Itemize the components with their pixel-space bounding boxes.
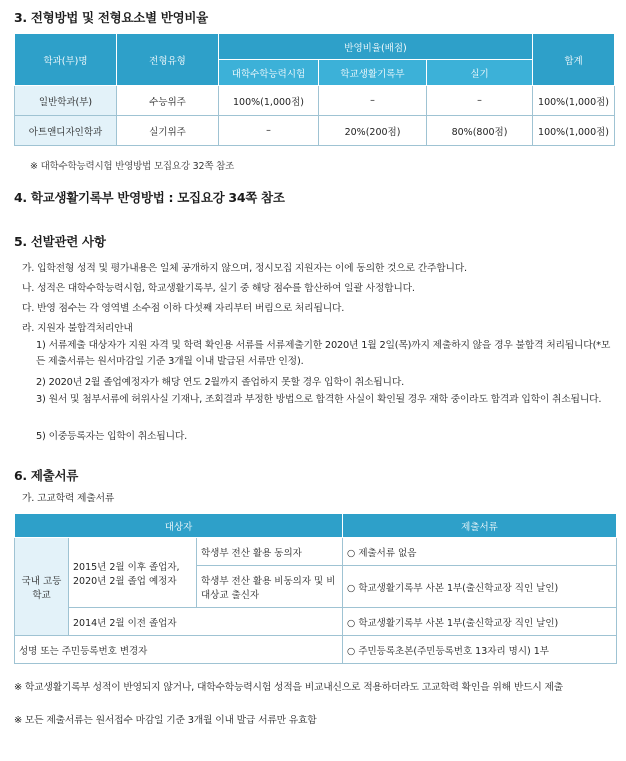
cell-sat: –	[219, 116, 319, 146]
rule-subitem: 2) 2020년 2월 졸업예정자가 해당 연도 2월까지 졸업하지 못할 경우 입학이 취소됩니다.	[36, 377, 405, 388]
rule-item: 라. 지원자 불합격처리안내	[22, 323, 133, 334]
header-target: 대상자	[15, 514, 343, 538]
table-row	[15, 538, 617, 566]
cell-sat: 100%(1,000점)	[219, 86, 319, 116]
cell-agree: 학생부 전산 활용 동의자	[197, 538, 343, 566]
rule-subitem: 1) 서류제출 대상자가 지원 자격 및 학력 확인용 서류를 서류제출기한 2020년 1월 2일(목)까지 제출하지 않을 경우 불합격 처리됩니다(*모든 제출서류는 원서마감일 기준 3개월 이내 발급된 서류만 인정).	[36, 340, 611, 367]
cell-practical: 80%(800점)	[427, 116, 533, 146]
header-dept: 학과(부)명	[15, 34, 117, 86]
sat-note: ※ 대학수학능력시험 반영방법 모집요강 32쪽 참조	[30, 161, 235, 172]
cell-nonagree: 학생부 전산 활용 비동의자 및 비대상교 출신자	[197, 566, 343, 608]
header-total: 합계	[533, 34, 615, 86]
ratio-table	[14, 33, 615, 146]
cell-record: 20%(200점)	[319, 116, 427, 146]
header-record: 학교생활기록부	[319, 60, 427, 86]
cell-grad-2015: 2015년 2월 이후 졸업자, 2020년 2월 졸업 예정자	[69, 538, 197, 608]
rule-subitem: 5) 이중등록자는 입학이 취소됩니다.	[36, 431, 188, 442]
rule-item: 가. 입학전형 성적 및 평가내용은 일체 공개하지 않으며, 정시모집 지원자는 이에 동의한 것으로 간주합니다.	[22, 263, 467, 274]
header-docs: 제출서류	[343, 514, 617, 538]
section4-title: 4. 학교생활기록부 반영방법 : 모집요강 34쪽 참조	[14, 190, 285, 205]
cell-type: 수능위주	[117, 86, 219, 116]
table-row	[15, 608, 617, 636]
cell-domestic: 국내 고등학교	[15, 538, 69, 636]
header-ratio: 반영비율(배점)	[219, 34, 533, 60]
cell-grad-2014: 2014년 2월 이전 졸업자	[69, 608, 343, 636]
cell-practical: –	[427, 86, 533, 116]
cell-total: 100%(1,000점)	[533, 86, 615, 116]
cell-grad-2014-docs: ○ 학교생활기록부 사본 1부(출신학교장 직인 날인)	[343, 608, 617, 636]
documents-note: ※ 학교생활기록부 성적이 반영되지 않거나, 대학수학능력시험 성적을 비교내신으로 적용하더라도 고교학력 확인을 위해 반드시 제출	[14, 682, 564, 693]
section5-title: 5. 선발관련 사항	[14, 234, 106, 249]
cell-dept: 일반학과(부)	[15, 86, 117, 116]
table-row	[15, 636, 617, 664]
cell-total: 100%(1,000점)	[533, 116, 615, 146]
table-row	[15, 116, 615, 146]
header-type: 전형유형	[117, 34, 219, 86]
header-sat: 대학수학능력시험	[219, 60, 319, 86]
table-row	[15, 86, 615, 116]
section6-subtitle: 가. 고교학력 제출서류	[22, 493, 115, 504]
documents-note: ※ 모든 제출서류는 원서접수 마감일 기준 3개월 이내 발급 서류만 유효함	[14, 715, 317, 726]
documents-table	[14, 513, 617, 664]
header-practical: 실기	[427, 60, 533, 86]
cell-type: 실기위주	[117, 116, 219, 146]
section3-title: 3. 전형방법 및 전형요소별 반영비율	[14, 10, 208, 25]
cell-nonagree-docs: ○ 학교생활기록부 사본 1부(출신학교장 직인 날인)	[343, 566, 617, 608]
cell-name-change-docs: ○ 주민등록초본(주민등록번호 13자리 명시) 1부	[343, 636, 617, 664]
cell-name-change: 성명 또는 주민등록번호 변경자	[15, 636, 343, 664]
rule-item: 다. 반영 점수는 각 영역별 소수점 이하 다섯째 자리부터 버림으로 처리됩니다.	[22, 303, 345, 314]
rule-subitem: 3) 원서 및 첨부서류에 허위사실 기재나, 조회결과 부정한 방법으로 합격한 사실이 확인될 경우 재학 중이라도 합격과 입학이 취소됩니다.	[36, 394, 602, 405]
rule-item: 나. 성적은 대학수학능력시험, 학교생활기록부, 실기 중 해당 점수를 합산하여 일괄 사정합니다.	[22, 283, 415, 294]
cell-record: –	[319, 86, 427, 116]
cell-agree-docs: ○ 제출서류 없음	[343, 538, 617, 566]
section6-title: 6. 제출서류	[14, 468, 78, 483]
cell-dept: 아트앤디자인학과	[15, 116, 117, 146]
